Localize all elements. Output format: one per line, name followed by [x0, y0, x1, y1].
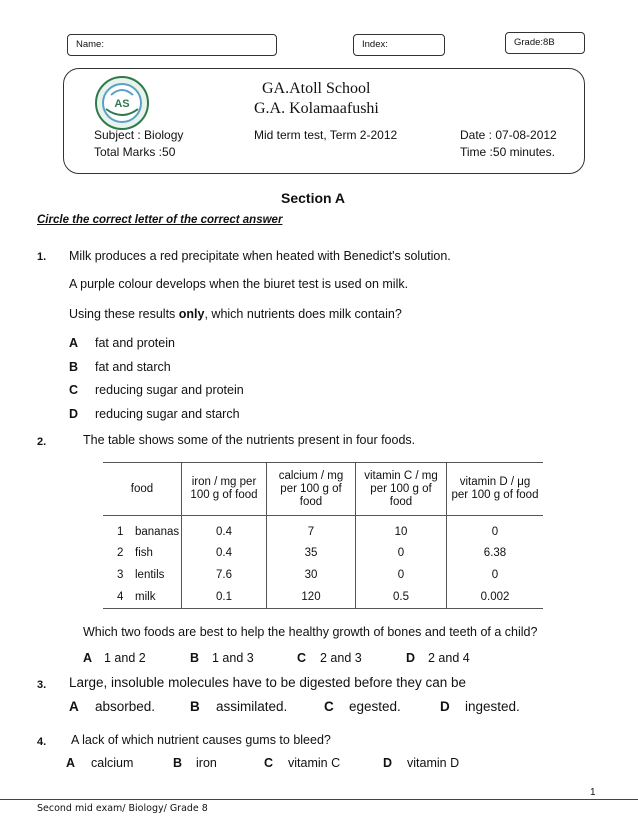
- q3-option-b-text: assimilated.: [216, 699, 288, 714]
- footer-text: Second mid exam/ Biology/ Grade 8: [37, 803, 208, 814]
- col-vitamin-c: vitamin C / mg per 100 g of food: [356, 463, 447, 516]
- vitamin-d-value: 6.38: [447, 542, 544, 564]
- q4-option-c-letter[interactable]: C: [264, 756, 274, 770]
- col-calcium: calcium / mg per 100 g of food: [267, 463, 356, 516]
- q3-option-c-text: egested.: [349, 699, 401, 714]
- q2-text: The table shows some of the nutrients present in four foods.: [83, 433, 416, 447]
- q1-option-a-text: fat and protein: [95, 336, 175, 350]
- row-number: 3: [117, 569, 124, 581]
- calcium-value: 7: [267, 516, 356, 543]
- vitamin-c-value: 10: [356, 516, 447, 543]
- food-name: lentils: [135, 569, 165, 581]
- test-date: Date : 07-08-2012: [460, 128, 557, 142]
- nutrient-table: [103, 462, 543, 609]
- grade-field: [505, 32, 585, 54]
- page-number: 1: [590, 787, 596, 798]
- col-food: food: [103, 463, 182, 516]
- q2-option-d-text: 2 and 4: [428, 651, 470, 665]
- q1-option-d-text: reducing sugar and starch: [95, 407, 240, 421]
- q3-option-d-letter[interactable]: D: [440, 699, 450, 714]
- q2-option-b-text: 1 and 3: [212, 651, 254, 665]
- row-number: 4: [117, 591, 124, 603]
- q1-line3-bold: only: [178, 307, 205, 321]
- col-vitamin-d: vitamin D / μg per 100 g of food: [447, 463, 544, 516]
- table-row: [103, 586, 543, 609]
- col-iron: iron / mg per 100 g of food: [182, 463, 267, 516]
- school-name: GA.Atoll School: [262, 80, 371, 97]
- calcium-value: 120: [267, 586, 356, 609]
- q3-option-a-letter[interactable]: A: [69, 699, 79, 714]
- q3-number: 3.: [37, 679, 47, 691]
- row-number: 2: [117, 547, 124, 559]
- q1-number: 1.: [37, 251, 47, 263]
- q2-option-c-letter[interactable]: C: [297, 651, 307, 665]
- table-row: [103, 542, 543, 564]
- table-header-row: [103, 463, 543, 516]
- q2-number: 2.: [37, 436, 47, 448]
- q1-option-d-letter[interactable]: D: [69, 407, 79, 421]
- calcium-value: 35: [267, 542, 356, 564]
- calcium-value: 30: [267, 564, 356, 586]
- q1-option-c-letter[interactable]: C: [69, 383, 79, 397]
- vitamin-d-value: 0.002: [447, 586, 544, 609]
- q2-option-c-text: 2 and 3: [320, 651, 362, 665]
- q2-question: Which two foods are best to help the healthy growth of bones and teeth of a child?: [83, 625, 538, 639]
- q1-line3-pre: Using these results: [69, 307, 179, 321]
- q3-text: Large, insoluble molecules have to be digested before they can be: [69, 675, 467, 690]
- iron-value: 0.4: [182, 542, 267, 564]
- vitamin-d-value: 0: [447, 516, 544, 543]
- q3-option-b-letter[interactable]: B: [190, 699, 200, 714]
- q3-option-c-letter[interactable]: C: [324, 699, 334, 714]
- vitamin-c-value: 0: [356, 542, 447, 564]
- table-row: [103, 516, 543, 543]
- q2-option-b-letter[interactable]: B: [190, 651, 200, 665]
- grade-label: Grade:8B: [514, 37, 555, 48]
- section-title: Section A: [281, 190, 346, 206]
- index-field[interactable]: [353, 34, 445, 56]
- iron-value: 0.4: [182, 516, 267, 543]
- q1-line3-post: , which nutrients does milk contain?: [204, 307, 402, 321]
- food-name: bananas: [135, 526, 180, 538]
- q1-option-c-text: reducing sugar and protein: [95, 383, 244, 397]
- test-time: Time :50 minutes.: [460, 145, 555, 159]
- test-name: Mid term test, Term 2-2012: [254, 128, 398, 142]
- q4-option-d-text: vitamin D: [407, 756, 460, 770]
- q1-line3: [69, 307, 402, 321]
- q4-option-b-text: iron: [196, 756, 217, 770]
- q2-option-d-letter[interactable]: D: [406, 651, 416, 665]
- q4-option-b-letter[interactable]: B: [173, 756, 183, 770]
- name-field[interactable]: [67, 34, 277, 56]
- q3-option-a-text: absorbed.: [95, 699, 156, 714]
- q4-option-a-letter[interactable]: A: [66, 756, 76, 770]
- q1-line2: A purple colour develops when the biuret test is used on milk.: [69, 277, 409, 291]
- food-name: milk: [135, 591, 156, 603]
- name-label: Name:: [76, 39, 104, 50]
- q2-option-a-text: 1 and 2: [104, 651, 146, 665]
- vitamin-c-value: 0.5: [356, 586, 447, 609]
- total-marks: Total Marks :50: [94, 145, 176, 159]
- q2-option-a-letter[interactable]: A: [83, 651, 93, 665]
- table-row: [103, 564, 543, 586]
- q1-option-a-letter[interactable]: A: [69, 336, 79, 350]
- q4-option-c-text: vitamin C: [288, 756, 341, 770]
- school-location: G.A. Kolamaafushi: [254, 100, 379, 117]
- iron-value: 0.1: [182, 586, 267, 609]
- q4-text: A lack of which nutrient causes gums to bleed?: [71, 733, 331, 747]
- q1-line1: Milk produces a red precipitate when heated with Benedict's solution.: [69, 249, 451, 263]
- food-name: fish: [135, 547, 153, 559]
- footer-divider: [0, 799, 638, 800]
- q3-option-d-text: ingested.: [465, 699, 520, 714]
- vitamin-c-value: 0: [356, 564, 447, 586]
- subject: Subject : Biology: [94, 128, 184, 142]
- school-logo: [94, 75, 150, 131]
- row-number: 1: [117, 526, 124, 538]
- index-label: Index:: [362, 39, 388, 50]
- logo-lettering: AS: [114, 98, 130, 110]
- q4-option-a-text: calcium: [91, 756, 134, 770]
- q1-option-b-text: fat and starch: [95, 360, 171, 374]
- iron-value: 7.6: [182, 564, 267, 586]
- q1-option-b-letter[interactable]: B: [69, 360, 79, 374]
- q4-number: 4.: [37, 736, 47, 748]
- instruction: Circle the correct letter of the correct answer: [37, 214, 283, 226]
- q4-option-d-letter[interactable]: D: [383, 756, 393, 770]
- vitamin-d-value: 0: [447, 564, 544, 586]
